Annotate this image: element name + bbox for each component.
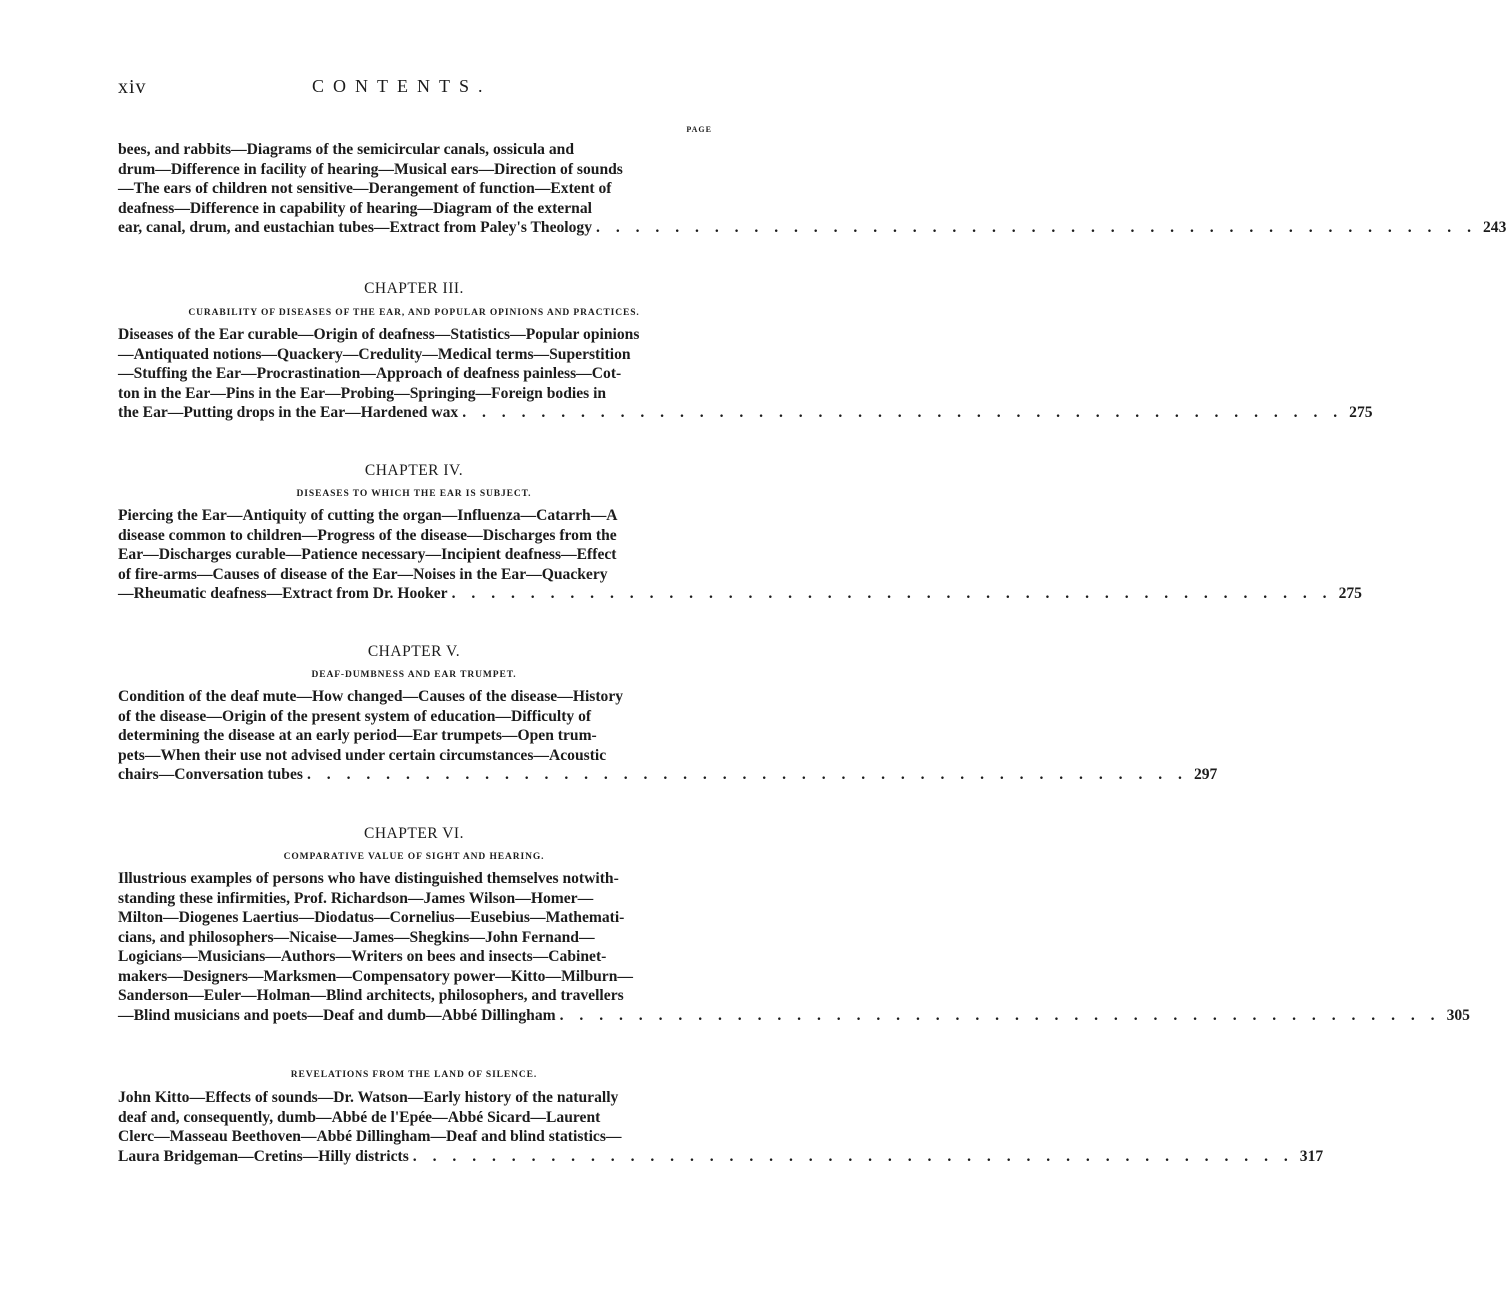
section-subtitle: REVELATIONS FROM THE LAND OF SILENCE. [290, 1070, 538, 1080]
chapter-subtitle: DEAF-DUMBNESS AND EAR TRUMPET. [311, 670, 517, 680]
toc-entry-chapter-3 [118, 325, 1373, 423]
entry-line: pets—When their use not advised under certain circumstances—Acoustic [118, 746, 607, 764]
entry-line: Illustrious examples of persons who have distinguished themselves notwith- [118, 870, 619, 887]
entry-last-line: the Ear—Putting drops in the Ear—Hardened wax . . . . . . . . . . . . . . . . . . . . . . . . . . . . . . . . . . . . . . . . . . . . . 275 [118, 404, 1373, 421]
entry-line: Condition of the deaf mute—How changed—Causes of the disease—History [118, 688, 624, 705]
dot-leader: . . . . . . . . . . . . . . . . . . . . . . . . . . . . . . . . . . . . . . . . . . . . . [596, 219, 1477, 236]
entry-line: disease common to children—Progress of the disease—Discharges from the [118, 526, 617, 544]
entry-line: deafness—Difference in capability of hearing—Diagram of the external [118, 199, 592, 217]
page-ref: 305 [1446, 1006, 1470, 1024]
entry-line: of fire-arms—Causes of disease of the Ear—Noises in the Ear—Quackery [118, 565, 608, 583]
entry-line: determining the disease at an early period—Ear trumpets—Open trum- [118, 727, 597, 744]
chapter-heading: CHAPTER III. [364, 280, 464, 297]
entry-line: deaf and, consequently, dumb—Abbé de l'Epée—Abbé Sicard—Laurent [118, 1108, 601, 1126]
chapter-heading: CHAPTER V. [367, 643, 461, 660]
entry-line: Logicians—Musicians—Authors—Writers on bees and insects—Cabinet- [118, 948, 607, 965]
page-ref: 297 [1193, 766, 1218, 783]
entry-last-line: —Blind musicians and poets—Deaf and dumb—Abbé Dillingham . . . . . . . . . . . . . . . . . . . . . . . . . . . . . . . . . . . . . . . . . . . . . 305 [118, 1006, 1470, 1024]
entry-line: —Antiquated notions—Quackery—Credulity—Medical terms—Superstition [118, 345, 631, 363]
chapter-subtitle: CURABILITY OF DISEASES OF THE EAR, AND POPULAR OPINIONS AND PRACTICES. [188, 308, 640, 318]
entry-line: Piercing the Ear—Antiquity of cutting the organ—Influenza—Catarrh—A [118, 507, 618, 524]
entry-line: bees, and rabbits—Diagrams of the semicircular canals, ossicula and [118, 141, 574, 158]
entry-line: makers—Designers—Marksmen—Compensatory power—Kitto—Milburn— [118, 967, 633, 985]
toc-entry-continuation [118, 140, 1506, 238]
toc-entry-revelations [118, 1088, 1324, 1166]
entry-line: cians, and philosophers—Nicaise—James—Shegkins—John Fernand— [118, 928, 595, 946]
entry-line: Milton—Diogenes Laertius—Diodatus—Cornelius—Eusebius—Mathemati- [118, 909, 625, 926]
entry-line: drum—Difference in facility of hearing—Musical ears—Direction of sounds [118, 160, 623, 178]
entry-line: Sanderson—Euler—Holman—Blind architects, philosophers, and travellers [118, 987, 624, 1004]
page-ref: 243 [1483, 219, 1506, 236]
entry-last-line: —Rheumatic deafness—Extract from Dr. Hooker . . . . . . . . . . . . . . . . . . . . . . . . . . . . . . . . . . . . . . . . . . . . . 275 [118, 585, 1362, 602]
chapter-subtitle: COMPARATIVE VALUE OF SIGHT AND HEARING. [283, 852, 545, 862]
page-column-label: PAGE [686, 125, 712, 134]
chapter-heading: CHAPTER IV. [364, 462, 464, 479]
entry-line: —Stuffing the Ear—Procrastination—Approach of deafness painless—Cot- [118, 365, 622, 382]
dot-leader: . . . . . . . . . . . . . . . . . . . . . . . . . . . . . . . . . . . . . . . . . . . . . [412, 1147, 1294, 1165]
page-ref: 317 [1299, 1147, 1324, 1165]
entry-last-line: chairs—Conversation tubes . . . . . . . . . . . . . . . . . . . . . . . . . . . . . . . . . . . . . . . . . . . . . 297 [118, 766, 1218, 783]
entry-line: Ear—Discharges curable—Patience necessary—Incipient deafness—Effect [118, 546, 617, 563]
dot-leader: . . . . . . . . . . . . . . . . . . . . . . . . . . . . . . . . . . . . . . . . . . . . . [462, 404, 1344, 421]
page-ref: 275 [1349, 404, 1373, 421]
page-ref: 275 [1338, 585, 1362, 602]
entry-line: Clerc—Masseau Beethoven—Abbé Dillingham—Deaf and blind statistics— [118, 1128, 622, 1145]
dot-leader: . . . . . . . . . . . . . . . . . . . . . . . . . . . . . . . . . . . . . . . . . . . . . [306, 766, 1188, 783]
page-number: xiv [118, 76, 147, 98]
entry-line: Diseases of the Ear curable—Origin of deafness—Statistics—Popular opinions [118, 326, 640, 343]
entry-line: ton in the Ear—Pins in the Ear—Probing—Springing—Foreign bodies in [118, 384, 607, 402]
entry-last-line: ear, canal, drum, and eustachian tubes—Extract from Paley's Theology . . . . . . . . . . . . . . . . . . . . . . . . . . . . . . . . . . . . . . . . . . . . . 243 [118, 219, 1506, 236]
running-head [118, 76, 718, 100]
entry-line: of the disease—Origin of the present system of education—Difficulty of [118, 707, 592, 725]
entry-line: John Kitto—Effects of sounds—Dr. Watson—Early history of the naturally [118, 1089, 619, 1106]
chapter-subtitle: DISEASES TO WHICH THE EAR IS SUBJECT. [296, 489, 532, 499]
dot-leader: . . . . . . . . . . . . . . . . . . . . . . . . . . . . . . . . . . . . . . . . . . . . . [451, 585, 1333, 602]
toc-entry-chapter-4 [118, 506, 1362, 604]
chapter-heading: CHAPTER VI. [364, 825, 464, 842]
entry-line: standing these infirmities, Prof. Richardson—James Wilson—Homer— [118, 889, 594, 907]
dot-leader: . . . . . . . . . . . . . . . . . . . . . . . . . . . . . . . . . . . . . . . . . . . . . [559, 1006, 1441, 1024]
toc-entry-chapter-6 [118, 869, 1470, 1025]
page-title: CONTENTS. [312, 76, 492, 96]
entry-line: —The ears of children not sensitive—Derangement of function—Extent of [118, 180, 612, 197]
entry-last-line: Laura Bridgeman—Cretins—Hilly districts . . . . . . . . . . . . . . . . . . . . . . . . . . . . . . . . . . . . . . . . . . . . . 317 [118, 1147, 1324, 1165]
toc-entry-chapter-5 [118, 687, 1218, 785]
